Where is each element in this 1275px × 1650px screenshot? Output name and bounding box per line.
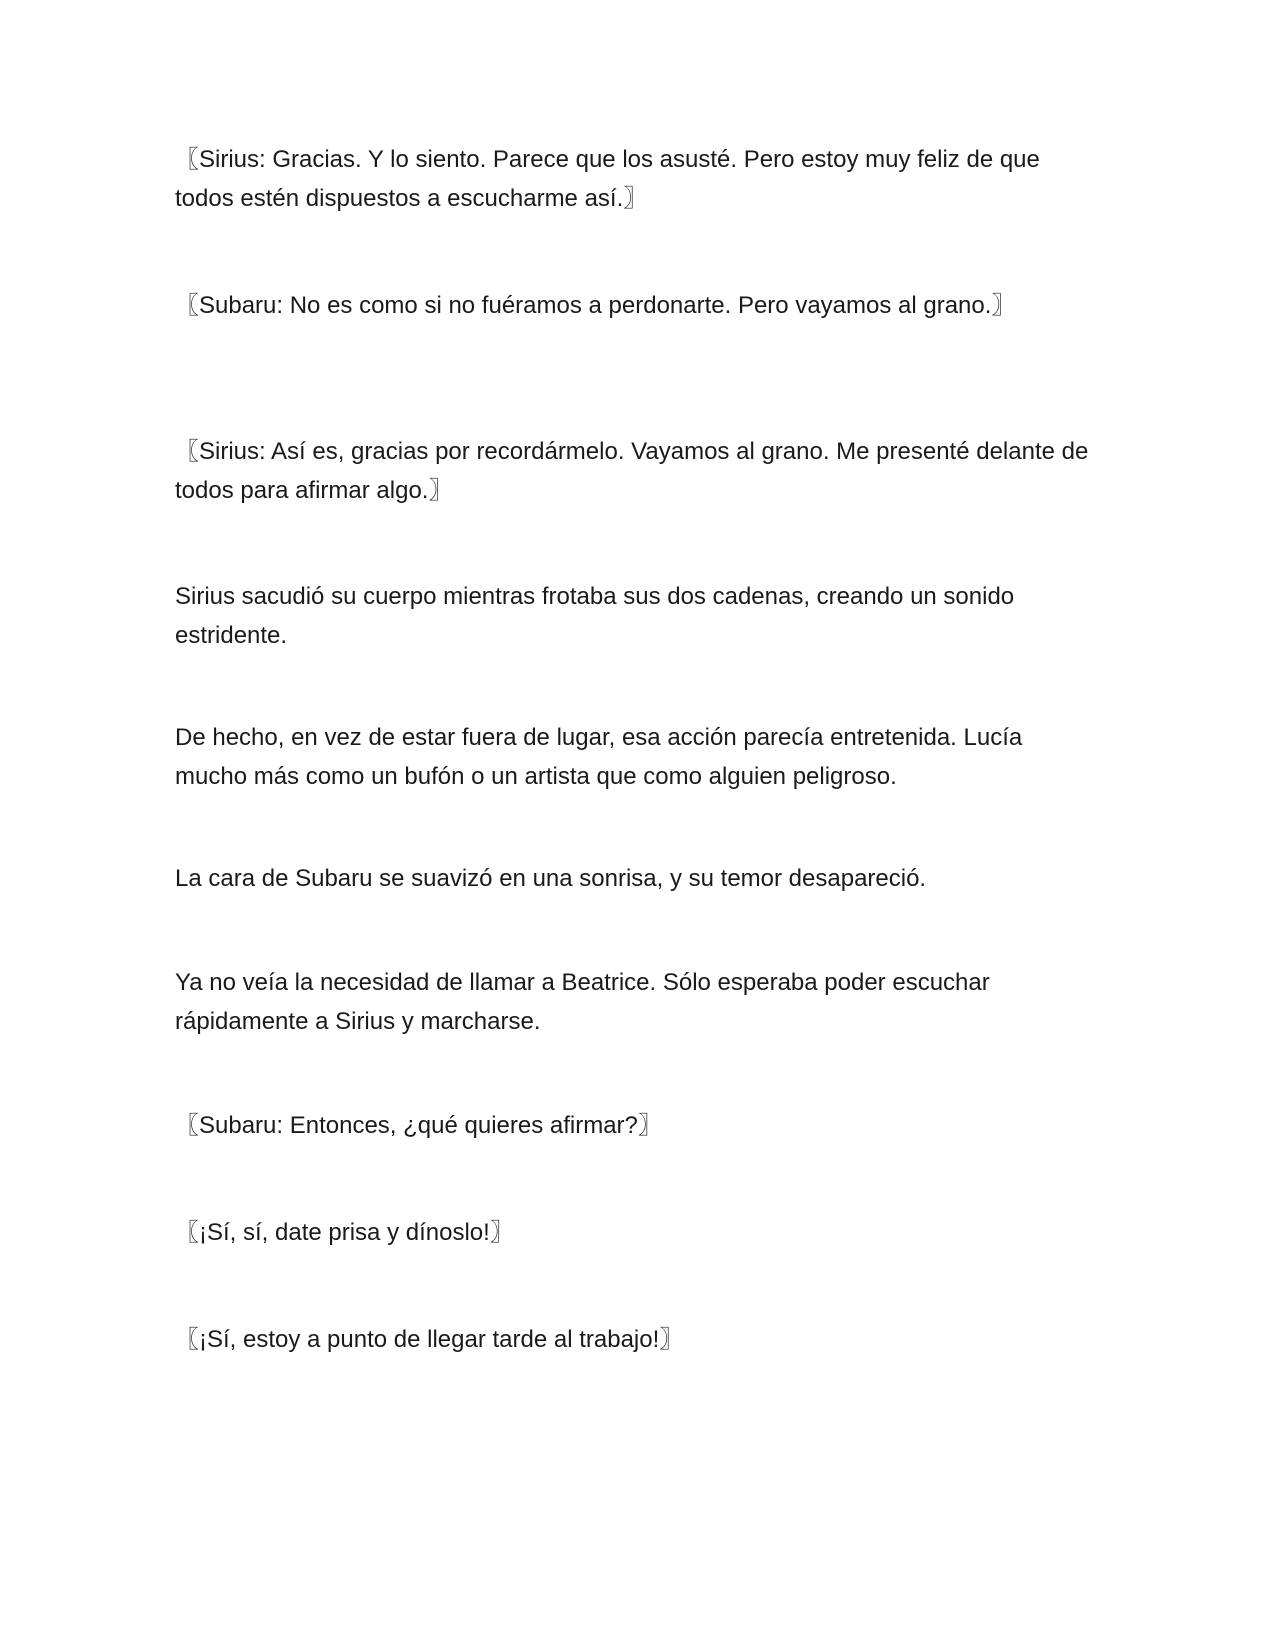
paragraph-3: 〖Sirius: Así es, gracias por recordármelo. Vayamos al grano. Me presenté delante de todos para afirmar algo.〗 [175,438,1089,504]
paragraph-4: Sirius sacudió su cuerpo mientras frotaba sus dos cadenas, creando un sonido estridente. [175,583,1015,649]
paragraph-8: 〖Subaru: Entonces, ¿qué quieres afirmar?〗 [175,1112,662,1139]
paragraph-5: De hecho, en vez de estar fuera de lugar, esa acción parecía entretenida. Lucía mucho más como un bufón o un artista que como alguien peligroso. [175,724,1023,790]
paragraph-7: Ya no veía la necesidad de llamar a Beatrice. Sólo esperaba poder escuchar rápidamente a Sirius y marcharse. [175,969,990,1035]
paragraph-6: La cara de Subaru se suavizó en una sonrisa, y su temor desapareció. [175,865,927,892]
paragraph-2: 〖Subaru: No es como si no fuéramos a perdonarte. Pero vayamos al grano.〗 [175,292,1016,319]
paragraph-10: 〖¡Sí, estoy a punto de llegar tarde al trabajo!〗 [175,1326,684,1353]
paragraph-1: 〖Sirius: Gracias. Y lo siento. Parece que los asusté. Pero estoy muy feliz de que todos estén dispuestos a escucharme así.〗 [175,146,1040,212]
paragraph-9: 〖¡Sí, sí, date prisa y dínoslo!〗 [175,1219,514,1246]
